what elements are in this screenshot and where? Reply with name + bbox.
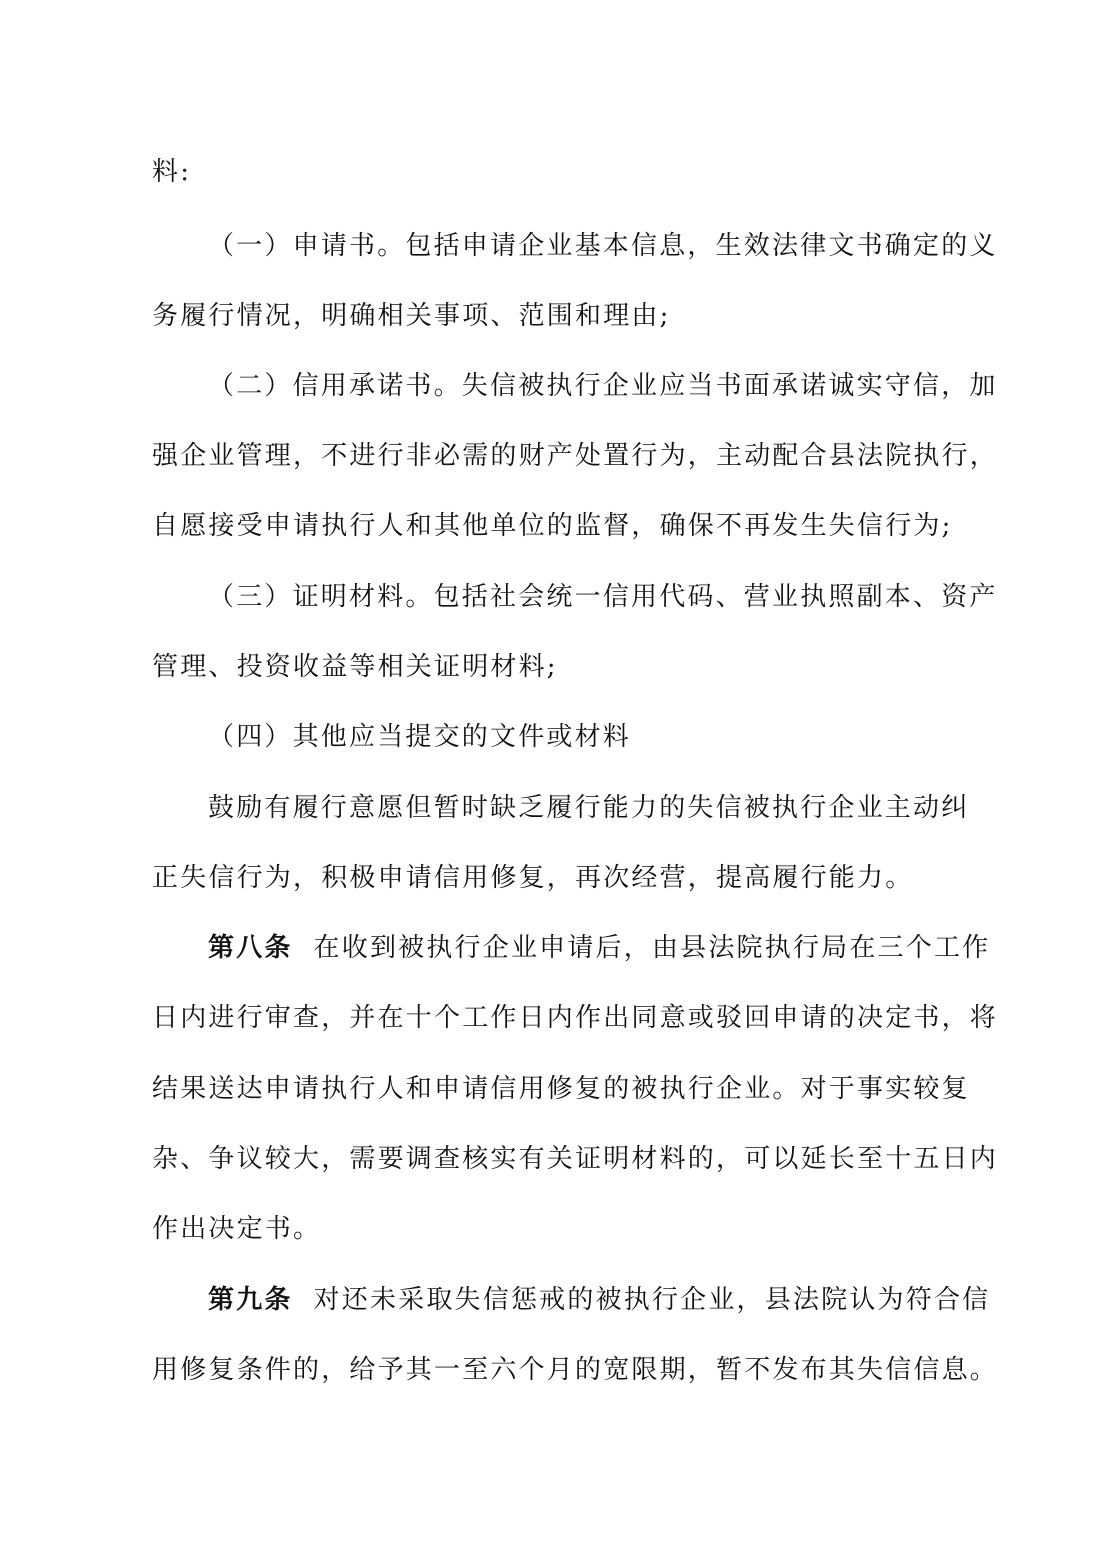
list-item-3-line-1: （三）证明材料。包括社会统一信用代码、营业执照副本、资产 bbox=[208, 582, 998, 612]
article-8-line-1 bbox=[208, 931, 1022, 965]
list-item-2-line-3: 自愿接受申请执行人和其他单位的监督，确保不再发生失信行为; bbox=[152, 511, 953, 541]
article-8-heading: 第八条 bbox=[208, 933, 293, 963]
paragraph-line-continuation: 料: bbox=[152, 157, 192, 187]
article-8-line-5: 作出决定书。 bbox=[152, 1214, 322, 1244]
article-8-line-3: 结果送达申请执行人和申请信用修复的被执行企业。对于事实较复 bbox=[152, 1074, 970, 1104]
list-item-1-line-2: 务履行情况，明确相关事项、范围和理由; bbox=[152, 301, 671, 331]
encourage-paragraph-line-2: 正失信行为，积极申请信用修复，再次经营，提高履行能力。 bbox=[152, 863, 914, 893]
list-item-1-line-1: （一）申请书。包括申请企业基本信息，生效法律文书确定的义 bbox=[208, 231, 998, 261]
article-9-line-2: 用修复条件的，给予其一至六个月的宽限期，暂不发布其失信信息。 bbox=[152, 1355, 999, 1385]
article-9-heading: 第九条 bbox=[208, 1285, 293, 1315]
article-8-line-4: 杂、争议较大，需要调查核实有关证明材料的，可以延长至十五日内 bbox=[152, 1144, 999, 1174]
list-item-3-line-2: 管理、投资收益等相关证明材料; bbox=[152, 652, 558, 682]
list-item-2-line-2: 强企业管理，不进行非必需的财产处置行为，主动配合县法院执行， bbox=[152, 441, 999, 471]
encourage-paragraph-line-1: 鼓励有履行意愿但暂时缺乏履行能力的失信被执行企业主动纠 bbox=[208, 793, 970, 823]
list-item-4-line-1: （四）其他应当提交的文件或材料 bbox=[208, 722, 632, 752]
list-item-2-line-1: （二）信用承诺书。失信被执行企业应当书面承诺诚实守信，加 bbox=[208, 371, 998, 401]
article-8-line-2: 日内进行审查，并在十个工作日内作出同意或驳回申请的决定书，将 bbox=[152, 1003, 999, 1033]
article-8-text: 在收到被执行企业申请后，由县法院执行局在三个工作 bbox=[313, 933, 991, 963]
article-9-line-1 bbox=[208, 1283, 1022, 1317]
article-9-text: 对还未采取失信惩戒的被执行企业，县法院认为符合信 bbox=[313, 1285, 991, 1315]
